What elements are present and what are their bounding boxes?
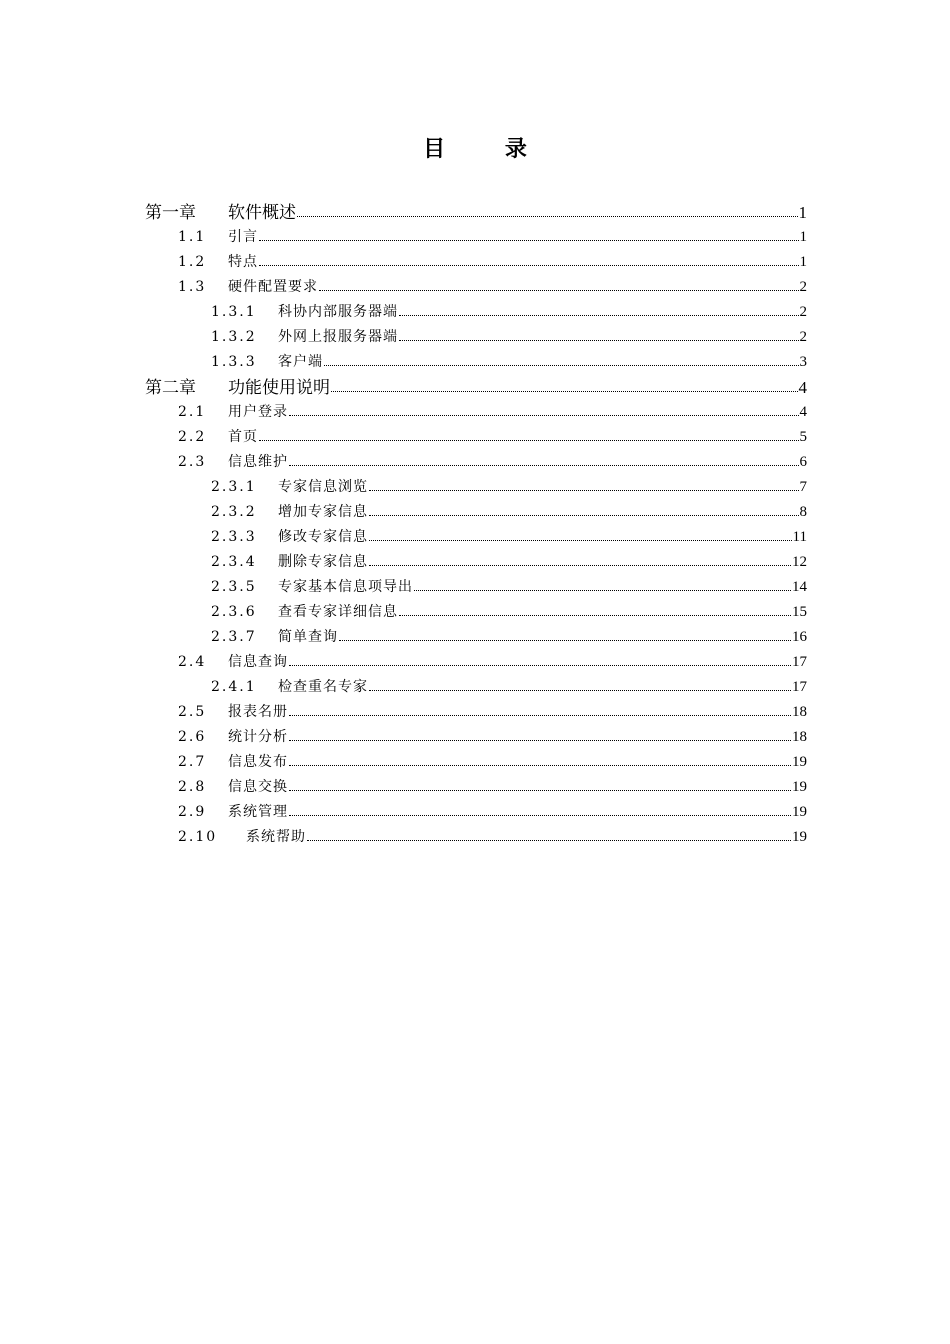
toc-entry-page-number: 19	[792, 779, 807, 795]
toc-entry-number: 2.3.1	[211, 479, 257, 495]
toc-entry-number: 2.5	[178, 704, 207, 720]
table-of-contents	[145, 200, 807, 850]
toc-chapter-entry[interactable]	[145, 200, 807, 225]
toc-entry-label: 科协内部服务器端	[278, 304, 398, 320]
toc-entry-label: 专家基本信息项导出	[278, 579, 413, 595]
toc-entry-page-number: 15	[792, 604, 807, 620]
toc-section-entry[interactable]	[145, 400, 807, 425]
toc-section-entry[interactable]	[145, 325, 807, 350]
toc-entry-number: 2.4.1	[211, 679, 257, 695]
toc-dot-leader	[369, 527, 792, 541]
toc-dot-leader	[307, 827, 791, 841]
toc-entry-number: 第一章	[145, 203, 196, 223]
toc-entry-number: 1.2	[178, 254, 207, 270]
toc-entry-number: 1.3	[178, 279, 207, 295]
toc-entry-number: 1.1	[178, 229, 207, 245]
toc-dot-leader	[289, 752, 791, 766]
toc-entry-label: 统计分析	[228, 729, 288, 745]
toc-dot-leader	[289, 652, 791, 666]
toc-entry-label: 报表名册	[228, 704, 288, 720]
toc-dot-leader	[399, 602, 791, 616]
toc-entry-page-number: 19	[792, 829, 807, 845]
toc-entry-page-number: 1	[798, 203, 807, 222]
toc-dot-leader	[259, 427, 799, 441]
toc-section-entry[interactable]	[145, 725, 807, 750]
toc-entry-label: 用户登录	[228, 404, 288, 420]
toc-dot-leader	[399, 302, 799, 316]
toc-dot-leader	[399, 327, 799, 341]
toc-entry-number: 2.3	[178, 454, 207, 470]
toc-entry-label: 检查重名专家	[278, 679, 368, 695]
toc-entry-number: 2.6	[178, 729, 207, 745]
toc-entry-label: 硬件配置要求	[228, 279, 318, 295]
toc-entry-label: 客户端	[278, 354, 323, 370]
toc-entry-page-number: 4	[798, 378, 807, 397]
toc-entry-label: 信息查询	[228, 654, 288, 670]
toc-section-entry[interactable]	[145, 525, 807, 550]
toc-entry-page-number: 1	[799, 229, 807, 245]
toc-entry-number: 1.3.1	[211, 304, 257, 320]
toc-entry-number: 2.1	[178, 404, 207, 420]
toc-section-entry[interactable]	[145, 500, 807, 525]
toc-entry-page-number: 19	[792, 804, 807, 820]
toc-entry-page-number: 8	[799, 504, 807, 520]
toc-dot-leader	[259, 227, 799, 241]
toc-section-entry[interactable]	[145, 275, 807, 300]
toc-section-entry[interactable]	[145, 300, 807, 325]
toc-entry-page-number: 2	[799, 304, 807, 320]
toc-entry-page-number: 19	[792, 754, 807, 770]
toc-entry-number: 2.3.7	[211, 629, 257, 645]
toc-dot-leader	[297, 201, 798, 218]
toc-dot-leader	[369, 677, 791, 691]
toc-section-entry[interactable]	[145, 675, 807, 700]
toc-dot-leader	[369, 552, 791, 566]
toc-dot-leader	[289, 452, 799, 466]
toc-section-entry[interactable]	[145, 650, 807, 675]
toc-entry-label: 功能使用说明	[228, 378, 330, 398]
toc-dot-leader	[414, 577, 791, 591]
toc-dot-leader	[289, 702, 791, 716]
toc-dot-leader	[331, 376, 798, 393]
toc-entry-label: 外网上报服务器端	[278, 329, 398, 345]
toc-entry-label: 引言	[228, 229, 258, 245]
toc-section-entry[interactable]	[145, 700, 807, 725]
toc-dot-leader	[289, 402, 799, 416]
toc-dot-leader	[289, 777, 791, 791]
toc-entry-page-number: 18	[792, 704, 807, 720]
toc-dot-leader	[369, 477, 799, 491]
toc-section-entry[interactable]	[145, 800, 807, 825]
toc-dot-leader	[324, 352, 799, 366]
toc-section-entry[interactable]	[145, 550, 807, 575]
toc-entry-number: 2.4	[178, 654, 207, 670]
toc-section-entry[interactable]	[145, 825, 807, 850]
toc-entry-number: 2.3.2	[211, 504, 257, 520]
toc-entry-page-number: 12	[792, 554, 807, 570]
toc-entry-label: 信息交换	[228, 779, 288, 795]
toc-section-entry[interactable]	[145, 250, 807, 275]
toc-section-entry[interactable]	[145, 775, 807, 800]
toc-entry-label: 特点	[228, 254, 258, 270]
toc-entry-number: 1.3.3	[211, 354, 257, 370]
toc-entry-page-number: 17	[792, 654, 807, 670]
toc-section-entry[interactable]	[145, 575, 807, 600]
toc-dot-leader	[289, 802, 791, 816]
toc-chapter-entry[interactable]	[145, 375, 807, 400]
toc-entry-label: 专家信息浏览	[278, 479, 368, 495]
toc-dot-leader	[339, 627, 791, 641]
toc-entry-number: 2.3.4	[211, 554, 257, 570]
toc-entry-label: 首页	[228, 429, 258, 445]
toc-entry-label: 查看专家详细信息	[278, 604, 398, 620]
toc-entry-label: 系统帮助	[246, 829, 306, 845]
toc-entry-label: 修改专家信息	[278, 529, 368, 545]
toc-entry-page-number: 5	[799, 429, 807, 445]
toc-entry-label: 信息发布	[228, 754, 288, 770]
toc-entry-page-number: 16	[792, 629, 807, 645]
toc-dot-leader	[369, 502, 799, 516]
toc-entry-page-number: 2	[799, 279, 807, 295]
toc-entry-page-number: 1	[799, 254, 807, 270]
toc-entry-number: 2.3.6	[211, 604, 257, 620]
toc-entry-number: 2.3.3	[211, 529, 257, 545]
toc-entry-label: 增加专家信息	[278, 504, 368, 520]
toc-entry-page-number: 2	[799, 329, 807, 345]
toc-entry-page-number: 11	[792, 529, 807, 545]
toc-entry-page-number: 6	[799, 454, 807, 470]
toc-entry-number: 第二章	[145, 378, 196, 398]
toc-entry-page-number: 14	[792, 579, 807, 595]
toc-entry-number: 2.9	[178, 804, 207, 820]
toc-entry-label: 软件概述	[228, 203, 296, 223]
toc-section-entry[interactable]	[145, 425, 807, 450]
toc-section-entry[interactable]	[145, 450, 807, 475]
toc-dot-leader	[259, 252, 799, 266]
toc-entry-label: 删除专家信息	[278, 554, 368, 570]
toc-section-entry[interactable]	[145, 225, 807, 250]
toc-entry-number: 2.3.5	[211, 579, 257, 595]
toc-entry-page-number: 4	[799, 404, 807, 420]
toc-entry-page-number: 17	[792, 679, 807, 695]
toc-section-entry[interactable]	[145, 350, 807, 375]
toc-entry-number: 2.10	[178, 829, 218, 845]
toc-entry-number: 2.7	[178, 754, 207, 770]
toc-entry-number: 2.8	[178, 779, 207, 795]
toc-entry-label: 简单查询	[278, 629, 338, 645]
toc-entry-label: 系统管理	[228, 804, 288, 820]
toc-section-entry[interactable]	[145, 600, 807, 625]
toc-entry-number: 2.2	[178, 429, 207, 445]
page-title: 目 录	[423, 137, 553, 162]
toc-dot-leader	[289, 727, 791, 741]
toc-section-entry[interactable]	[145, 625, 807, 650]
toc-section-entry[interactable]	[145, 750, 807, 775]
toc-section-entry[interactable]	[145, 475, 807, 500]
toc-dot-leader	[319, 277, 799, 291]
toc-entry-label: 信息维护	[228, 454, 288, 470]
toc-entry-page-number: 7	[799, 479, 807, 495]
toc-entry-page-number: 18	[792, 729, 807, 745]
toc-entry-number: 1.3.2	[211, 329, 257, 345]
toc-entry-page-number: 3	[799, 354, 807, 370]
